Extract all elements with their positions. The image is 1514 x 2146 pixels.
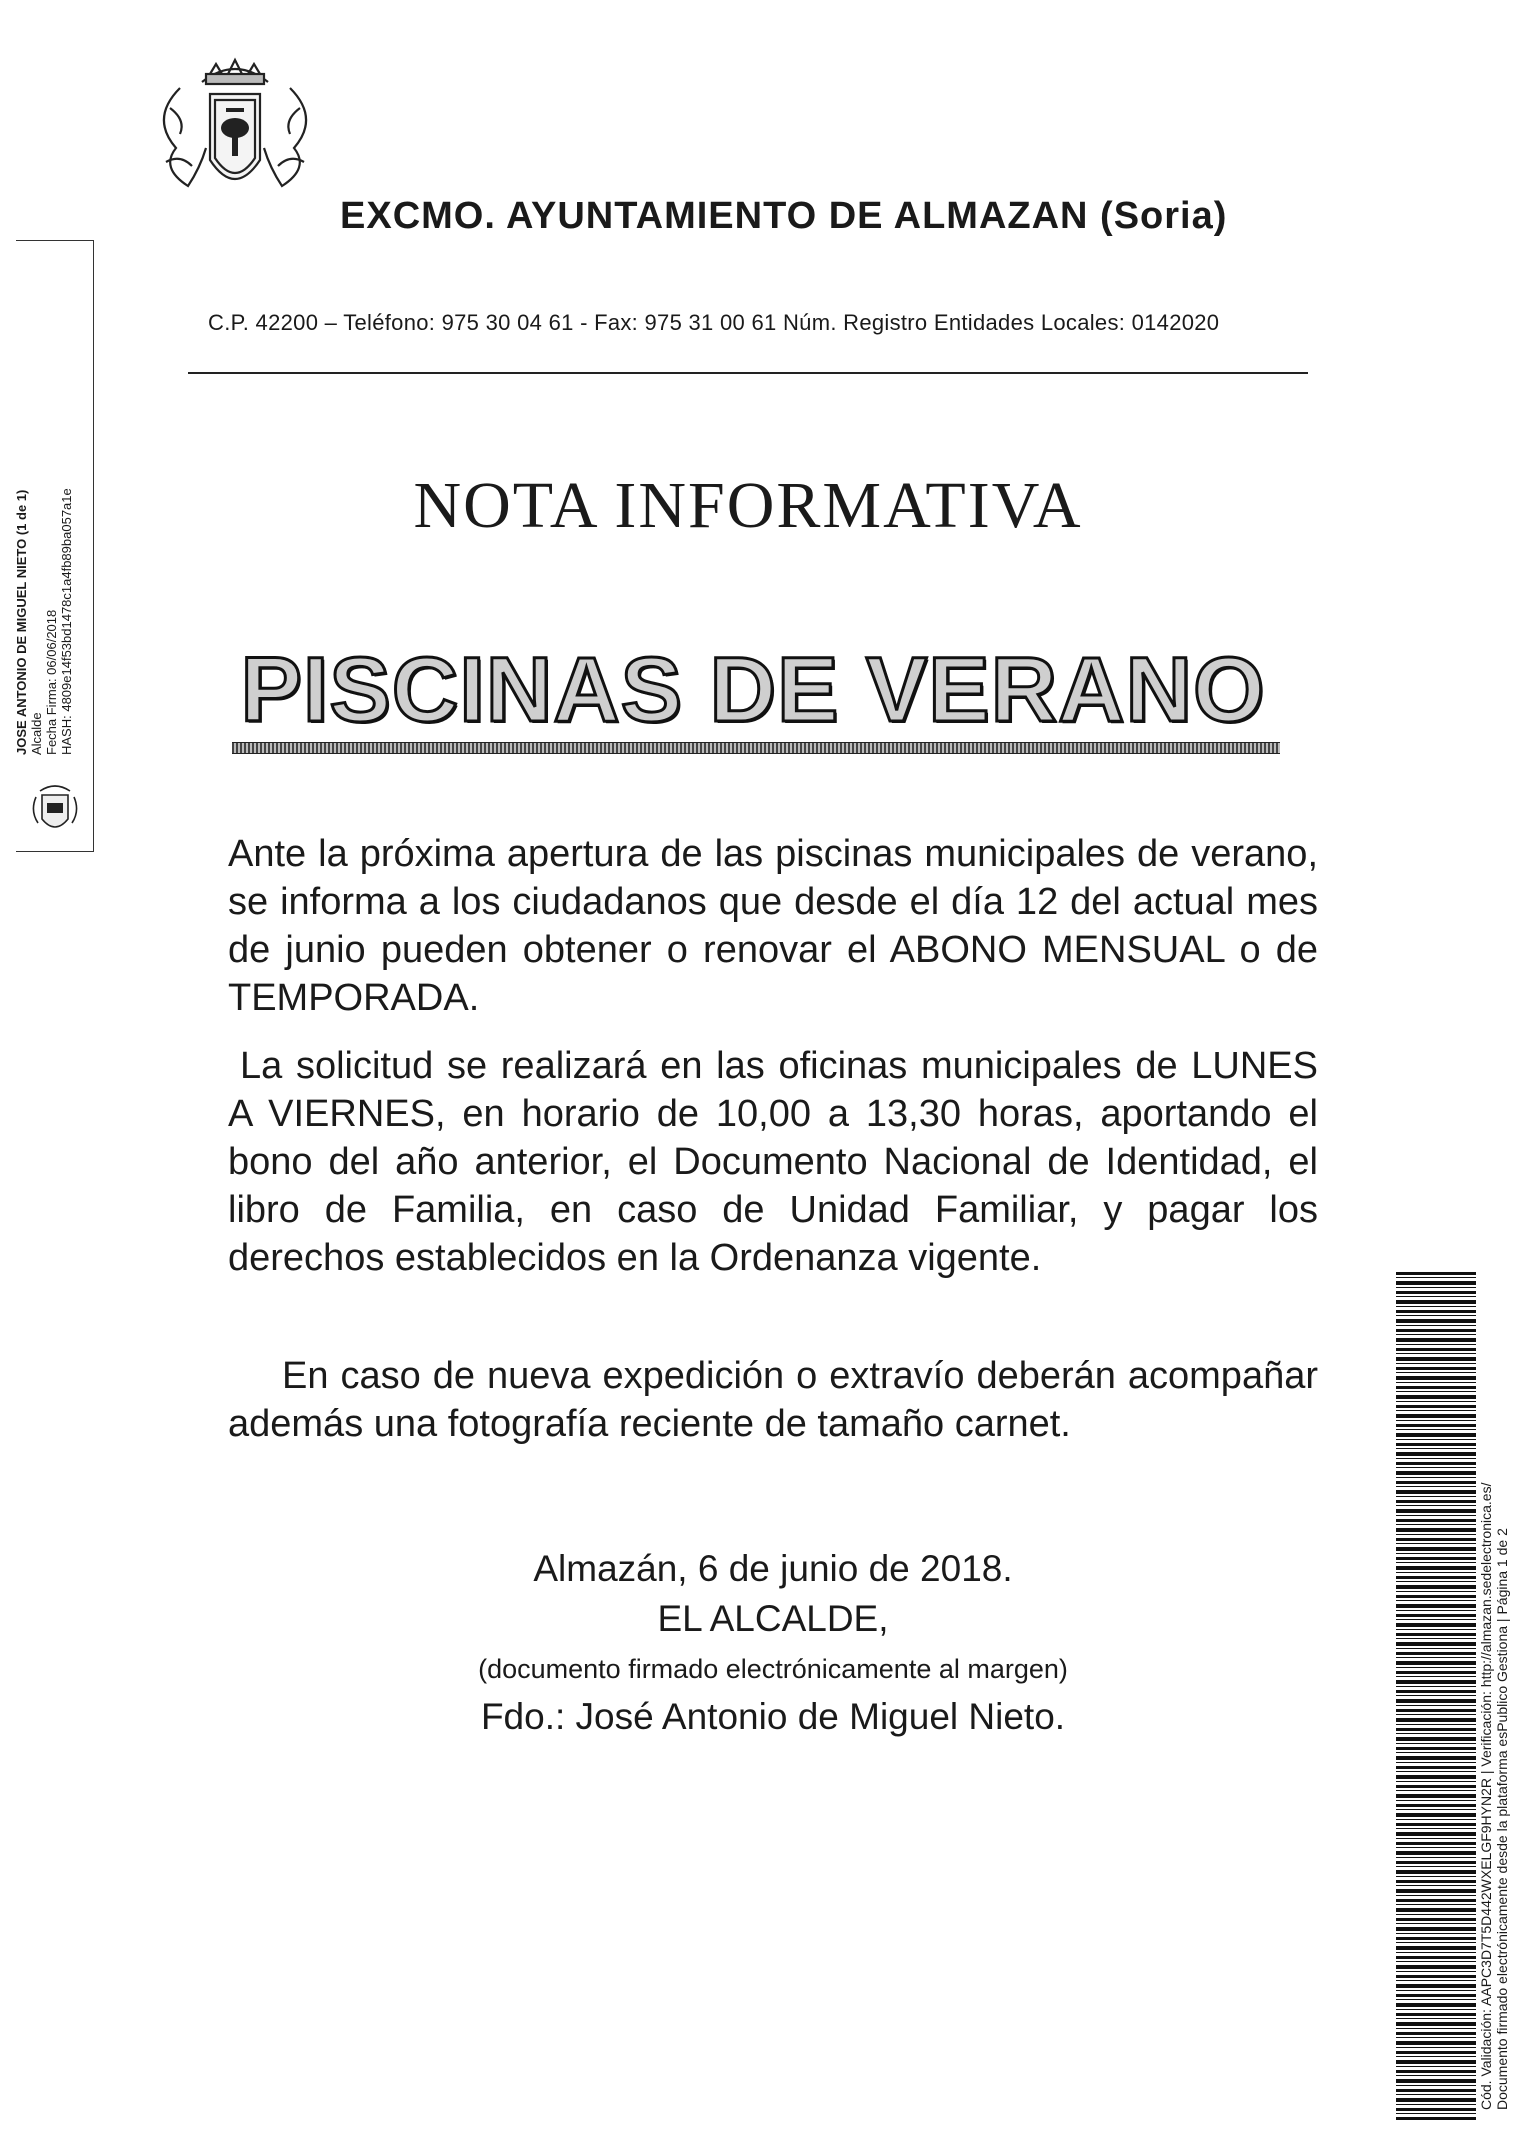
signature-name: Fdo.: José Antonio de Miguel Nieto. [480,1696,1066,1737]
main-title-underline [232,742,1280,754]
paragraph-new-issue-photo: En caso de nueva expedición o extravío deberán acompañar además una fotografía reciente de tamaño carnet. [228,1355,1318,1445]
coat-of-arms-logo [140,48,330,208]
signature-place-date: Almazán, 6 de junio de 2018. [533,1548,1013,1589]
main-title: PISCINAS DE VERANO [240,639,1266,741]
stamp-signer: JOSE ANTONIO DE MIGUEL NIETO (1 de 1) [14,489,29,755]
signature-role: EL ALCALDE, [657,1598,889,1639]
institution-name: EXCMO. AYUNTAMIENTO DE ALMAZAN (Soria) [340,195,1228,237]
header-divider [188,372,1308,374]
verification-text-block [1478,1270,1510,2110]
verification-code-line: Cód. Validación: AAPC3D7T5D442WXELGF9HYN2R | Verificación: http://almazan.sedelectronica.es/ [1478,1482,1494,2110]
verification-platform-line: Documento firmado electrónicamente desde la plataforma esPublico Gestiona | Página 1 de 2 [1494,1528,1510,2110]
paragraph-application-requirements: La solicitud se realizará en las oficinas municipales de LUNES A VIERNES, en horario de 10,00 a 13,30 horas, aportando el bono del año anterior, el Documento Nacional de Identidad, el libro de Familia, en caso de Unidad Familiar, y pagar los derechos establecidos en la Ordenanza vigente. [228,1045,1318,1279]
validation-barcode [1396,1272,1476,2120]
stamp-seal-icon [32,779,78,837]
paragraph-opening-announcement: Ante la próxima apertura de las piscinas municipales de verano, se informa a los ciudadanos que desde el día 12 del actual mes de junio pueden obtener o renovar el ABONO MENSUAL o de TEMPORADA. [228,833,1318,1019]
contact-line: C.P. 42200 – Teléfono: 975 30 04 61 - Fax: 975 31 00 61 Núm. Registro Entidades Locales: 0142020 [208,310,1220,335]
document-type-title: NOTA INFORMATIVA [413,469,1083,542]
stamp-sign-date: Fecha Firma: 06/06/2018 [44,609,59,755]
stamp-text-block [14,275,74,755]
electronic-signature-stamp [16,240,94,852]
stamp-position: Alcalde [29,712,44,755]
stamp-hash: HASH: 4809e14f53bd1478c1a4fb89ba057a1e [59,488,74,755]
signature-electronic-note: (documento firmado electrónicamente al margen) [478,1654,1068,1684]
